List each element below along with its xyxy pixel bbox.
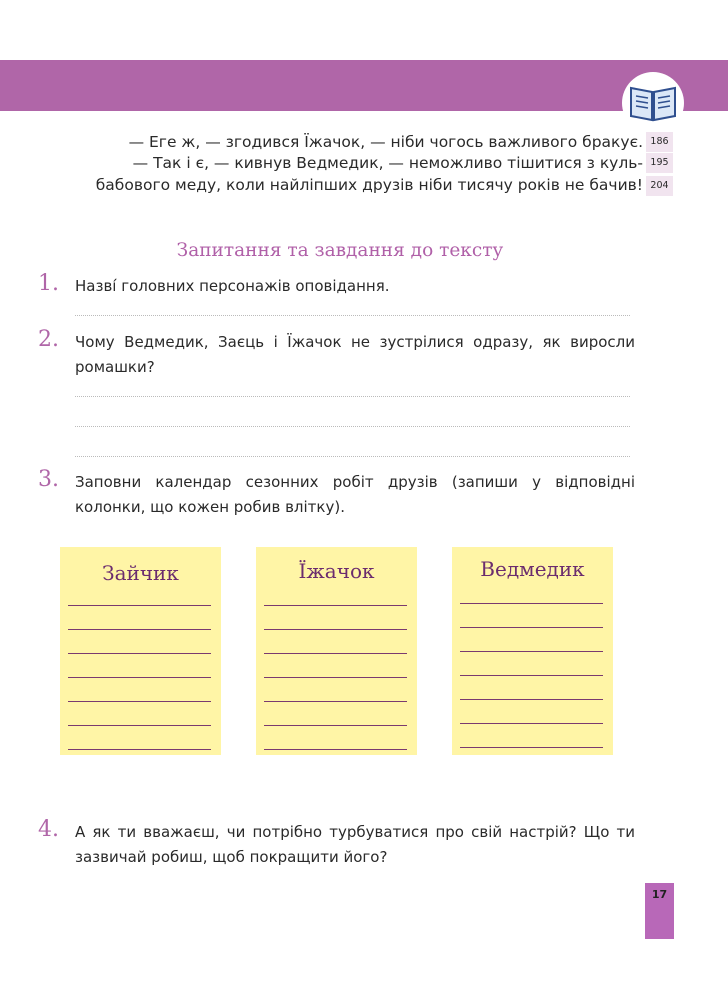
line-number: 204	[646, 176, 673, 196]
write-line[interactable]	[68, 725, 211, 726]
write-line[interactable]	[68, 701, 211, 702]
story-line: бабового меду, коли найліпших друзів ніби тисячу років не бачив!	[95, 176, 643, 194]
answer-line[interactable]	[75, 315, 630, 316]
question-text: Чому Ведмедик, Заєць і Їжачок не зустрілися одразу, як виросли ромашки?	[75, 333, 635, 376]
card-vedmedyk	[452, 547, 613, 755]
write-line[interactable]	[460, 675, 603, 676]
answer-line[interactable]	[75, 426, 630, 427]
write-line[interactable]	[264, 749, 407, 750]
story-line: — Еге ж, — згодився Їжачок, — ніби чогось важливого бракує.	[128, 133, 643, 151]
question-number: 1.	[38, 271, 59, 296]
write-line[interactable]	[264, 605, 407, 606]
write-line[interactable]	[264, 629, 407, 630]
card-title: Їжачок	[298, 559, 375, 583]
write-line[interactable]	[68, 605, 211, 606]
book-icon	[622, 72, 684, 134]
question-number: 3.	[38, 467, 59, 492]
answer-line[interactable]	[75, 456, 630, 457]
card-izhachok	[256, 547, 417, 755]
header-band	[0, 60, 728, 111]
write-line[interactable]	[68, 653, 211, 654]
question-text: Заповни календар сезонних робіт друзів (запиши у відповідні колонки, що кожен робив влітку).	[75, 473, 635, 516]
write-line[interactable]	[264, 725, 407, 726]
write-line[interactable]	[264, 677, 407, 678]
line-number: 195	[646, 153, 673, 173]
card-zaichyk	[60, 547, 221, 755]
question-number: 2.	[38, 327, 59, 352]
write-line[interactable]	[460, 699, 603, 700]
write-line[interactable]	[460, 747, 603, 748]
write-line[interactable]	[460, 723, 603, 724]
write-line[interactable]	[264, 701, 407, 702]
question-text: Назві́ головних персонажів оповідання.	[75, 277, 390, 295]
write-line[interactable]	[460, 603, 603, 604]
card-title: Зайчик	[102, 561, 179, 585]
question-number: 4.	[38, 817, 59, 842]
write-line[interactable]	[460, 651, 603, 652]
card-title: Ведмедик	[480, 557, 585, 581]
section-heading: Запитання та завдання до тексту	[176, 240, 504, 261]
story-line: — Так і є, — кивнув Ведмедик, — неможливо тішитися з куль-	[132, 154, 643, 172]
answer-line[interactable]	[75, 396, 630, 397]
write-line[interactable]	[460, 627, 603, 628]
page-number: 17	[645, 883, 674, 939]
line-number: 186	[646, 132, 673, 152]
write-line[interactable]	[68, 629, 211, 630]
question-text: А як ти вважаєш, чи потрібно турбуватися про свій настрій? Що ти зазвичай робиш, щоб покращити його?	[75, 823, 635, 866]
write-line[interactable]	[68, 677, 211, 678]
write-line[interactable]	[68, 749, 211, 750]
write-line[interactable]	[264, 653, 407, 654]
